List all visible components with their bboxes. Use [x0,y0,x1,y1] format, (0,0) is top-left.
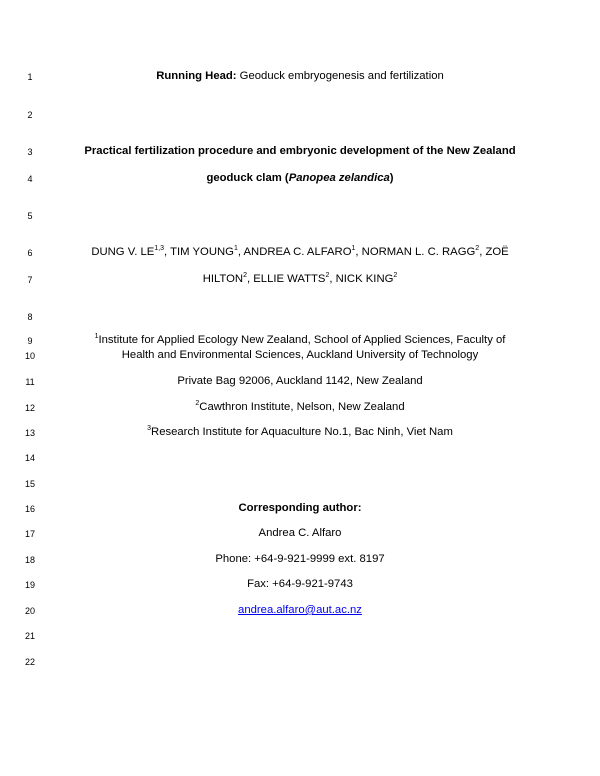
line-number: 13 [24,428,35,438]
author-name: , ELLIE WATTS [246,273,326,285]
author-name: DUNG V. LE [91,246,155,258]
line-number: 8 [27,312,33,322]
title-suffix: ) [389,172,394,184]
affiliation-2 [70,401,530,413]
line-number: 9 [27,336,33,346]
affiliation-text: Cawthron Institute, Nelson, New Zealand [199,401,405,413]
line-number: 15 [24,479,35,489]
corresponding-author-heading: Corresponding author: [238,502,362,514]
paper-title-line-1: Practical fertilization procedure and embryonic development of the New Zealand [84,145,516,157]
species-name: Panopea zelandica [288,172,390,184]
line-number: 4 [27,174,33,184]
line-number: 20 [24,606,35,616]
line-number: 17 [24,529,35,539]
author-affil-sup: 1 [233,245,238,253]
running-head-text: Geoduck embryogenesis and fertilization [236,70,444,82]
author-affil-sup: 2 [325,272,330,280]
line-number: 12 [24,403,35,413]
running-head [70,70,530,82]
author-name: HILTON [202,273,244,285]
author-affil-sup: 1 [351,245,356,253]
paper-title-line-2 [70,172,530,184]
affiliation-1-line-3: Private Bag 92006, Auckland 1142, New Zealand [177,375,423,387]
line-number: 2 [27,110,33,120]
line-number: 5 [27,211,33,221]
affiliation-1-line-1 [70,334,530,346]
affiliation-sup: 2 [195,400,200,408]
line-number: 6 [27,248,33,258]
email-link[interactable]: andrea.alfaro@aut.ac.nz [238,604,362,616]
line-number: 3 [27,147,33,157]
corresponding-author-name: Andrea C. Alfaro [258,527,342,539]
line-number: 14 [24,453,35,463]
corresponding-author-fax: Fax: +64-9-921-9743 [247,578,353,590]
line-number: 18 [24,555,35,565]
author-list-line-2 [70,273,530,285]
affiliation-3 [70,426,530,438]
author-name: , ZOË [479,246,509,258]
author-name: , TIM YOUNG [164,246,234,258]
author-affil-sup: 2 [243,272,247,280]
line-number: 1 [27,72,33,82]
author-affil-sup: 2 [393,272,398,280]
line-number: 22 [24,657,35,667]
author-name: , ANDREA C. ALFARO [237,246,352,258]
line-number: 21 [24,631,35,641]
corresponding-author-email-row [70,604,530,616]
corresponding-author-phone: Phone: +64-9-921-9999 ext. 8197 [215,553,385,565]
line-number: 16 [24,504,35,514]
author-affil-sup: 1,3 [154,245,165,253]
affiliation-text: Research Institute for Aquaculture No.1, Bac Ninh, Viet Nam [151,426,453,438]
author-name: , NICK KING [329,273,394,285]
author-name: , NORMAN L. C. RAGG [355,246,476,258]
running-head-label: Running Head: [156,70,237,82]
line-number: 19 [24,580,35,590]
affiliation-1-line-2: Health and Environmental Sciences, Auckland University of Technology [121,349,479,361]
author-list-line-1 [70,246,530,258]
line-number: 7 [27,275,33,285]
author-affil-sup: 2 [475,245,480,253]
title-prefix: geoduck clam ( [206,172,289,184]
affiliation-text: Institute for Applied Ecology New Zealand, School of Applied Sciences, Faculty of [98,334,506,346]
line-number: 10 [24,351,35,361]
affiliation-sup: 3 [147,425,152,433]
affiliation-sup: 1 [94,333,99,341]
line-number: 11 [25,377,35,387]
